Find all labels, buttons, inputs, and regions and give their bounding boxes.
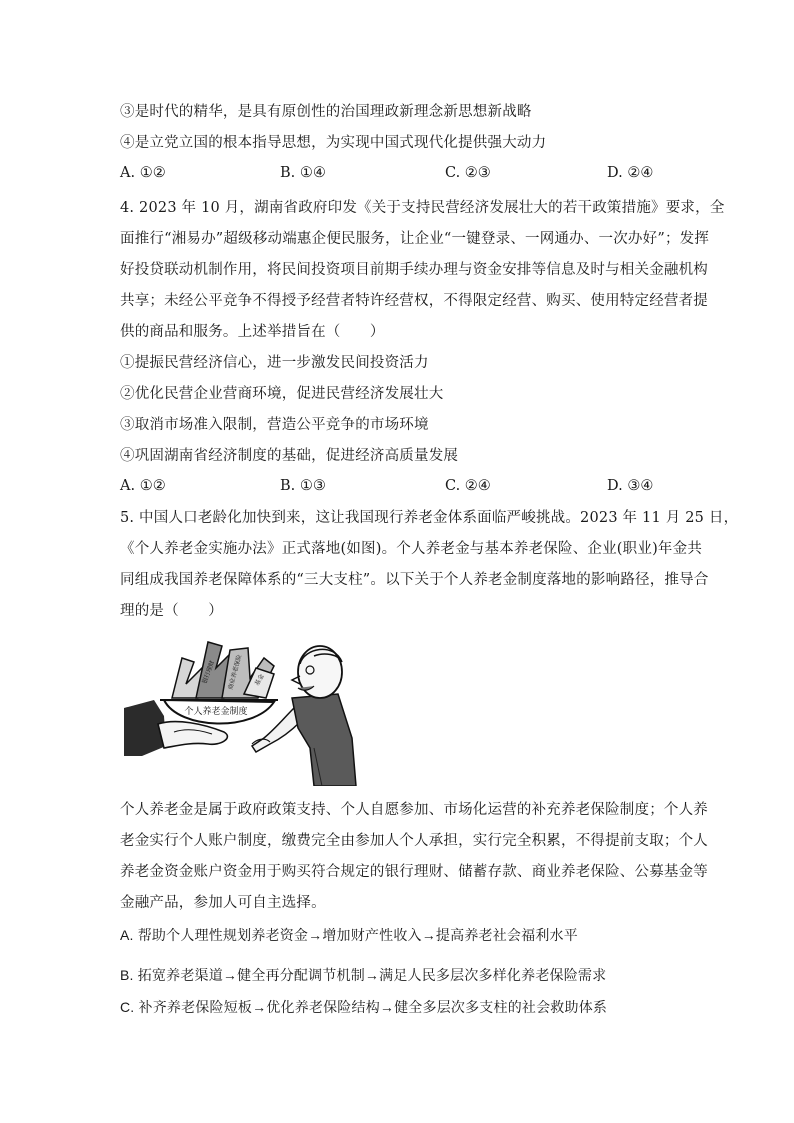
- q5-option-a[interactable]: A. 帮助个人理性规划养老资金→增加财产性收入→提高养老社会福利水平: [120, 927, 578, 943]
- q5-desc-line-2: 老金实行个人账户制度，缴费完全由参加人个人承担，实行完全积累，不得提前支取；个人: [120, 833, 708, 849]
- q4-option-a[interactable]: A. ①②: [120, 478, 166, 494]
- q5-desc-line-3: 养老金资金账户资金用于购买符合规定的银行理财、储蓄存款、商业养老保险、公募基金等: [120, 864, 708, 880]
- q4-stem-line-1: 4. 2023 年 10 月，湖南省政府印发《关于支持民营经济发展壮大的若干政策措施》要求，全: [120, 200, 725, 216]
- q3-option-d[interactable]: D. ②④: [607, 165, 654, 181]
- q3-option-a[interactable]: A. ①②: [120, 165, 166, 181]
- q4-statement-4: ④巩固湖南省经济制度的基础，促进经济高质量发展: [120, 448, 459, 464]
- q5-stem-line-1: 5. 中国人口老龄化加快到来，这让我国现行养老金体系面临严峻挑战。2023 年 11 月 25 日，: [120, 510, 739, 526]
- q5-option-b[interactable]: B. 拓宽养老渠道→健全再分配调节机制→满足人民多层次多样化养老保险需求: [120, 967, 607, 983]
- q3-option-b[interactable]: B. ①④: [280, 165, 326, 181]
- q3-options: [120, 165, 680, 185]
- q5-desc-line-4: 金融产品，参加人可自主选择。: [120, 895, 326, 911]
- q4-stem-line-3: 好投贷联动机制作用，将民间投资项目前期手续办理与资金安排等信息及时与相关金融机构: [120, 262, 708, 278]
- old-man-coat: [292, 694, 356, 786]
- label-commercial-insurance: 商业养老保险: [227, 653, 244, 691]
- q3-option-c[interactable]: C. ②③: [445, 165, 491, 181]
- q3-statement-4: ④是立党立国的根本指导思想，为实现中国式现代化提供强大动力: [120, 135, 547, 151]
- q4-stem-line-2: 面推行“湘易办”超级移动端惠企便民服务，让企业“一键登录、一网通办、一次办好”；发挥: [120, 231, 710, 247]
- q4-option-c[interactable]: C. ②④: [445, 478, 491, 494]
- q5-desc-line-1: 个人养老金是属于政府政策支持、个人自愿参加、市场化运营的补充养老保险制度；个人养: [120, 802, 708, 818]
- q5-stem-line-4: 理的是（ ）: [120, 603, 223, 619]
- q4-option-b[interactable]: B. ①③: [280, 478, 326, 494]
- q5-stem-line-2: 《个人养老金实施办法》正式落地(如图)。个人养老金与基本养老保险、企业(职业)年金共: [120, 541, 703, 557]
- q4-statement-3: ③取消市场准入限制，营造公平竞争的市场环境: [120, 417, 429, 433]
- q3-statement-3: ③是时代的精华，是具有原创性的治国理政新理念新思想新战略: [120, 104, 532, 120]
- q4-statement-1: ①提振民营经济信心，进一步激发民间投资活力: [120, 355, 429, 371]
- giving-hand-shape: [158, 722, 227, 748]
- pension-cartoon-svg: [124, 628, 359, 786]
- label-fund: 基金: [253, 673, 266, 687]
- q5-stem-line-3: 同组成我国养老保障体系的“三大支柱”。以下关于个人养老金制度落地的影响路径，推导合: [120, 572, 709, 588]
- bowl-label: 个人养老金制度: [184, 707, 248, 717]
- q4-stem-line-5: 供的商品和服务。上述举措旨在（ ）: [120, 324, 385, 340]
- q4-options: [120, 478, 680, 498]
- q4-stem-line-4: 共享；未经公平竞争不得授予经营者特许经营权，不得限定经营、购买、使用特定经营者提: [120, 293, 708, 309]
- q4-statement-2: ②优化民营企业营商环境，促进民营经济发展壮大: [120, 386, 444, 402]
- q5-option-c[interactable]: C. 补齐养老保险短板→优化养老保险结构→健全多层次多支柱的社会救助体系: [120, 999, 608, 1015]
- q4-option-d[interactable]: D. ③④: [607, 478, 654, 494]
- label-bank-wealth: 银行理财: [201, 659, 217, 685]
- pension-cartoon-figure: [124, 628, 359, 786]
